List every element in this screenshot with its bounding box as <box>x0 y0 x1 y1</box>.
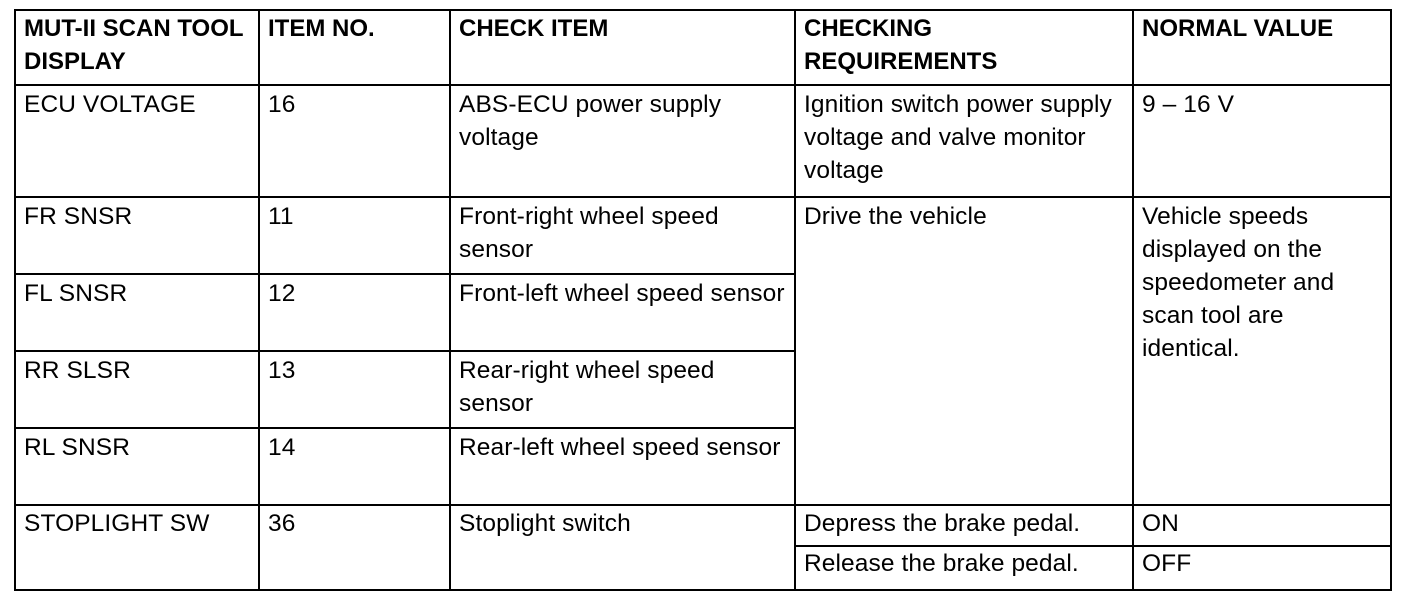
header-display: MUT-II SCAN TOOL DISPLAY <box>15 10 259 85</box>
header-requirements: CHECKING REQUIREMENTS <box>795 10 1133 85</box>
display-cell: RL SNSR <box>15 428 259 505</box>
check-item-cell: ABS-ECU power supply voltage <box>450 85 795 197</box>
item-no-cell: 14 <box>259 428 450 505</box>
table-row <box>15 505 1391 546</box>
item-no-cell: 12 <box>259 274 450 351</box>
header-item-no: ITEM NO. <box>259 10 450 85</box>
item-no-cell: 11 <box>259 197 450 274</box>
scan-tool-table <box>14 9 1392 591</box>
display-cell: STOPLIGHT SW <box>15 505 259 590</box>
requirements-cell: Depress the brake pedal. <box>795 505 1133 546</box>
normal-value-cell: 9 – 16 V <box>1133 85 1391 197</box>
wheel-requirements-cell: Drive the vehicle <box>795 197 1133 505</box>
header-check-item: CHECK ITEM <box>450 10 795 85</box>
requirements-cell: Ignition switch power supply voltage and valve monitor voltage <box>795 85 1133 197</box>
table-header-row <box>15 10 1391 85</box>
item-no-cell: 13 <box>259 351 450 428</box>
item-no-cell: 36 <box>259 505 450 590</box>
table-row <box>15 85 1391 197</box>
header-normal-value: NORMAL VALUE <box>1133 10 1391 85</box>
check-item-cell: Front-right wheel speed sensor <box>450 197 795 274</box>
check-item-cell: Stoplight switch <box>450 505 795 590</box>
display-cell: FL SNSR <box>15 274 259 351</box>
display-cell: FR SNSR <box>15 197 259 274</box>
normal-value-cell: ON <box>1133 505 1391 546</box>
check-item-cell: Front-left wheel speed sensor <box>450 274 795 351</box>
check-item-cell: Rear-left wheel speed sensor <box>450 428 795 505</box>
check-item-cell: Rear-right wheel speed sensor <box>450 351 795 428</box>
normal-value-cell: OFF <box>1133 546 1391 590</box>
wheel-normal-value-cell: Vehicle speeds displayed on the speedometer and scan tool are identical. <box>1133 197 1391 505</box>
item-no-cell: 16 <box>259 85 450 197</box>
requirements-cell: Release the brake pedal. <box>795 546 1133 590</box>
display-cell: ECU VOLTAGE <box>15 85 259 197</box>
display-cell: RR SLSR <box>15 351 259 428</box>
table-row <box>15 197 1391 274</box>
